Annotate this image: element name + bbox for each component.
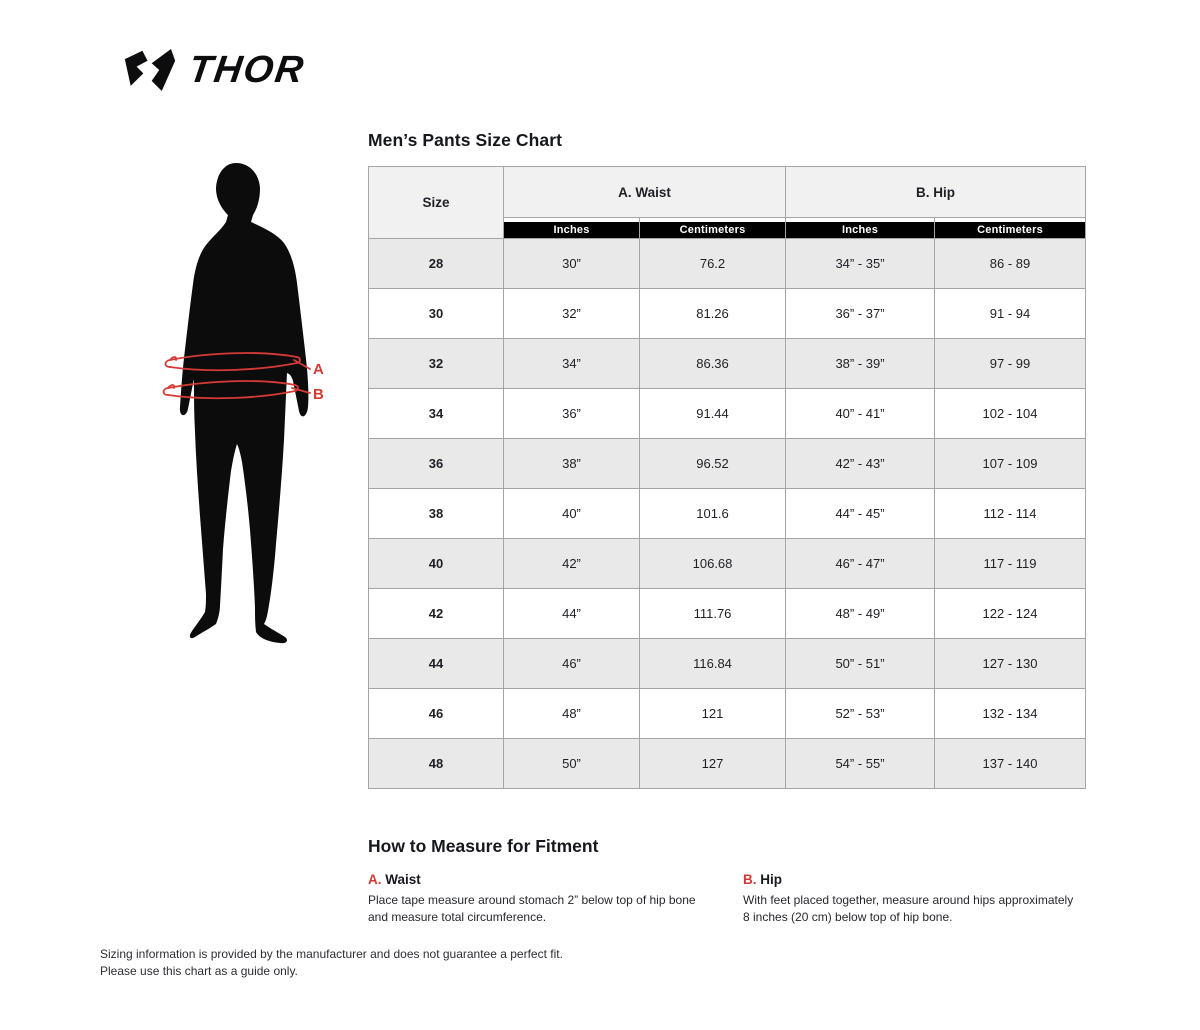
cell-hip-inches: 44” - 45” [786,489,935,539]
size-table [368,166,1086,789]
table-row [369,689,1086,739]
cell-waist-centimeters: 81.26 [640,289,786,339]
measure-hip-text: With feet placed together, measure around hips approximately 8 inches (20 cm) below top of hip bone. [743,893,1074,924]
cell-size: 34 [369,389,504,439]
cell-hip-centimeters: 91 - 94 [935,289,1086,339]
table-row [369,439,1086,489]
cell-hip-inches: 34” - 35” [786,239,935,289]
cell-hip-inches: 40” - 41” [786,389,935,439]
table-row [369,589,1086,639]
measure-waist-title [368,872,705,887]
figure-label-b: B [313,386,324,403]
subheader-hip-centimeters: Centimeters [935,222,1085,238]
measure-waist-column [368,872,705,926]
cell-hip-centimeters: 127 - 130 [935,639,1086,689]
table-row [369,489,1086,539]
column-header-hip: B. Hip [786,167,1086,218]
measure-hip-title [743,872,1080,887]
cell-hip-centimeters: 107 - 109 [935,439,1086,489]
table-row [369,539,1086,589]
cell-hip-inches: 54” - 55” [786,739,935,789]
table-row [369,739,1086,789]
cell-hip-inches: 36” - 37” [786,289,935,339]
measure-hip-column [743,872,1080,926]
brand-wordmark: THOR [186,48,308,91]
silhouette-body [180,163,308,643]
cell-waist-inches: 34” [504,339,640,389]
cell-waist-inches: 36” [504,389,640,439]
cell-hip-inches: 38” - 39” [786,339,935,389]
how-to-measure-section [368,836,1098,926]
table-row [369,389,1086,439]
cell-size: 44 [369,639,504,689]
size-table-body [369,239,1086,789]
subheader-hip-inches: Inches [786,222,934,238]
cell-hip-centimeters: 97 - 99 [935,339,1086,389]
cell-waist-centimeters: 111.76 [640,589,786,639]
cell-size: 40 [369,539,504,589]
measure-waist-letter: A. [368,872,382,887]
cell-hip-inches: 42” - 43” [786,439,935,489]
cell-hip-inches: 48” - 49” [786,589,935,639]
table-row [369,339,1086,389]
thor-horns-icon [124,46,176,94]
cell-size: 46 [369,689,504,739]
cell-waist-centimeters: 106.68 [640,539,786,589]
cell-waist-inches: 50” [504,739,640,789]
measure-waist-word: Waist [385,872,421,887]
measurement-figure [150,160,340,650]
cell-hip-centimeters: 86 - 89 [935,239,1086,289]
subheader-waist-centimeters: Centimeters [640,222,785,238]
cell-size: 42 [369,589,504,639]
cell-waist-inches: 46” [504,639,640,689]
cell-size: 30 [369,289,504,339]
cell-waist-inches: 44” [504,589,640,639]
cell-hip-centimeters: 122 - 124 [935,589,1086,639]
footnote [100,946,563,980]
cell-waist-inches: 42” [504,539,640,589]
male-silhouette [150,160,340,650]
table-row [369,239,1086,289]
how-to-measure-heading: How to Measure for Fitment [368,836,599,856]
cell-size: 36 [369,439,504,489]
brand-logo [124,46,308,94]
cell-waist-inches: 30” [504,239,640,289]
cell-hip-inches: 46” - 47” [786,539,935,589]
cell-hip-centimeters: 117 - 119 [935,539,1086,589]
figure-label-a: A [313,361,324,378]
cell-waist-centimeters: 96.52 [640,439,786,489]
cell-waist-centimeters: 127 [640,739,786,789]
cell-hip-centimeters: 132 - 134 [935,689,1086,739]
cell-size: 32 [369,339,504,389]
cell-size: 38 [369,489,504,539]
cell-hip-centimeters: 102 - 104 [935,389,1086,439]
cell-waist-inches: 48” [504,689,640,739]
footnote-line-2: Please use this chart as a guide only. [100,964,298,978]
cell-waist-centimeters: 101.6 [640,489,786,539]
cell-hip-inches: 52” - 53” [786,689,935,739]
cell-waist-centimeters: 91.44 [640,389,786,439]
cell-waist-centimeters: 76.2 [640,239,786,289]
subheader-waist-inches: Inches [504,222,639,238]
cell-waist-centimeters: 121 [640,689,786,739]
measure-hip-word: Hip [760,872,783,887]
column-header-waist: A. Waist [504,167,786,218]
cell-waist-inches: 32” [504,289,640,339]
size-chart-section [368,130,1085,789]
table-row [369,289,1086,339]
table-group-header-row [369,167,1086,218]
page-title: Men’s Pants Size Chart [368,130,563,150]
cell-waist-centimeters: 86.36 [640,339,786,389]
cell-size: 48 [369,739,504,789]
cell-hip-centimeters: 137 - 140 [935,739,1086,789]
cell-waist-inches: 40” [504,489,640,539]
cell-hip-centimeters: 112 - 114 [935,489,1086,539]
footnote-line-1: Sizing information is provided by the manufacturer and does not guarantee a perfect fit. [100,947,563,961]
cell-waist-centimeters: 116.84 [640,639,786,689]
cell-size: 28 [369,239,504,289]
table-row [369,639,1086,689]
measure-waist-text: Place tape measure around stomach 2” below top of hip bone and measure total circumference. [368,893,696,924]
column-header-size: Size [369,167,504,239]
cell-hip-inches: 50” - 51” [786,639,935,689]
cell-waist-inches: 38” [504,439,640,489]
measure-hip-letter: B. [743,872,757,887]
